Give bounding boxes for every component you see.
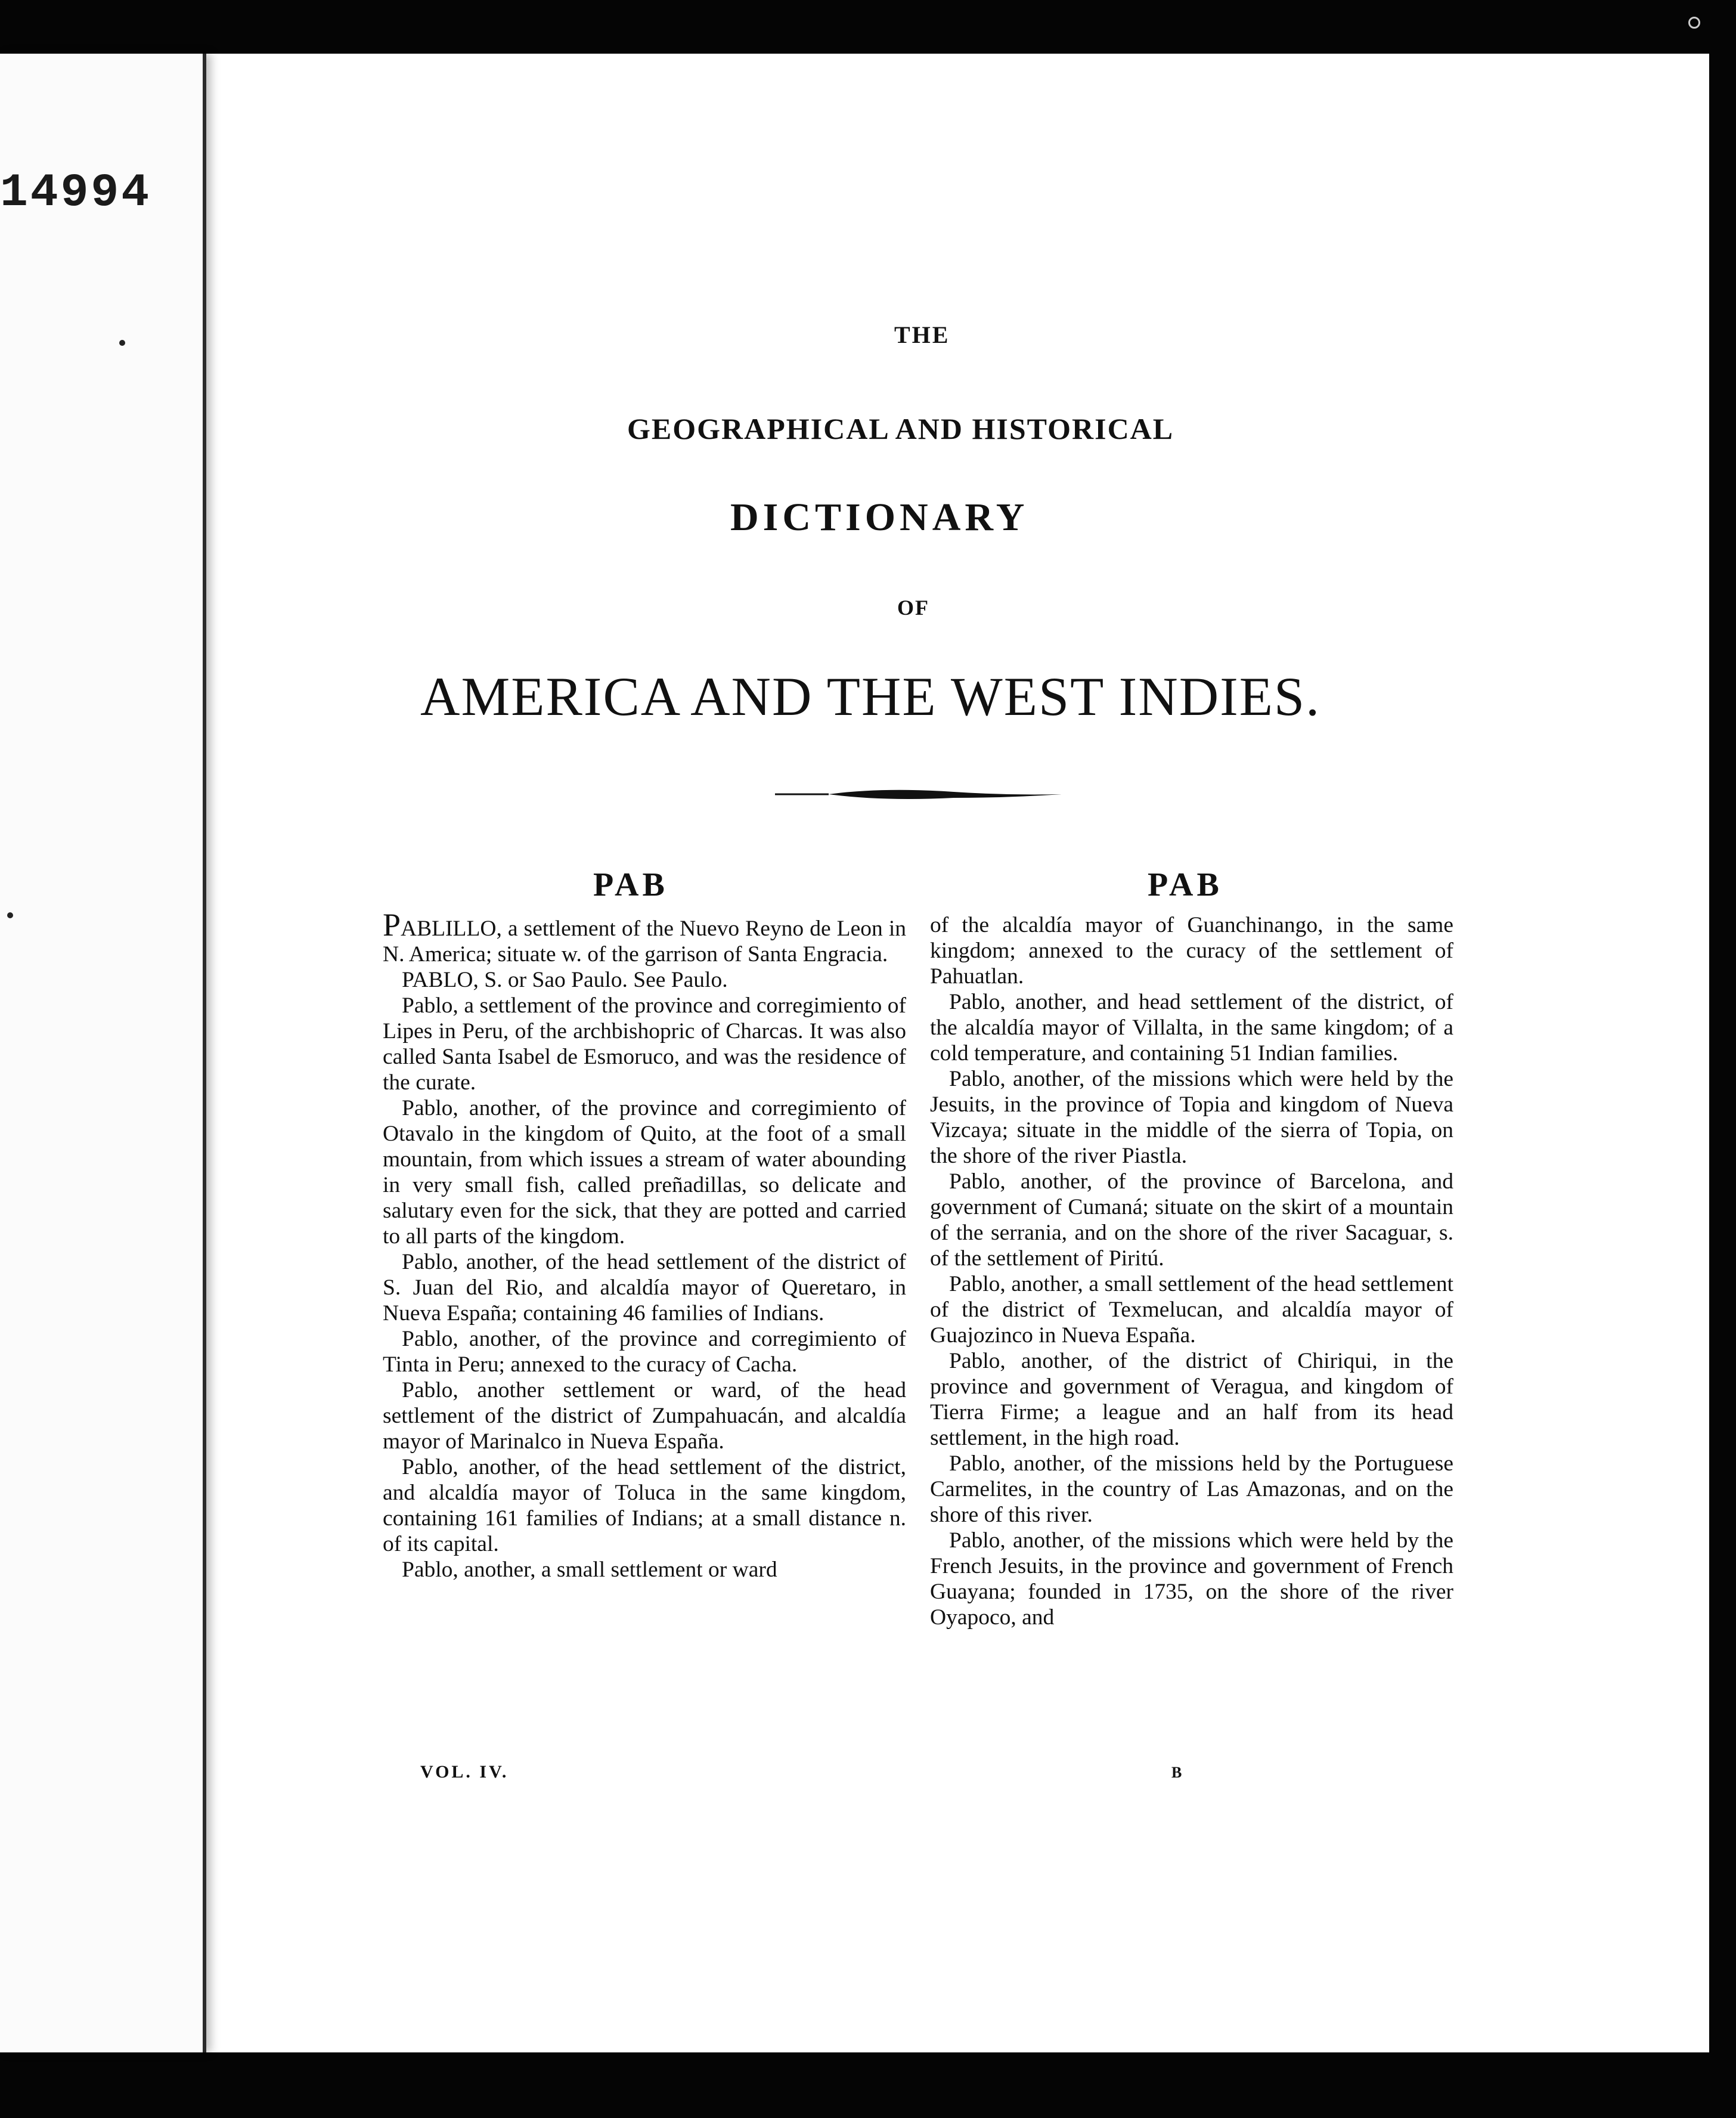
adjacent-page-edge	[0, 54, 206, 2052]
entry-paragraph: Pablo, another, of the missions held by the Portuguese Carmelites, in the country of Las Amazonas, and on the shore of this river.	[930, 1451, 1453, 1527]
entry-paragraph: Pablo, another, a small settlement or ward	[402, 1557, 777, 1582]
title-of: OF	[897, 596, 929, 620]
entry-paragraph: Pablo, another, of the head settlement of the district of S. Juan del Rio, and alcaldía mayor of Queretaro, in Nueva España; containing 46 families of Indians.	[383, 1250, 906, 1326]
title-america-west-indies: AMERICA AND THE WEST INDIES.	[420, 666, 1321, 727]
entry-paragraph: Pablo, another, of the missions which were held by the Jesuits, in the province of Topia and kingdom of Nueva Vizcaya; situate in the middle of the sierra of Topia, on the shore of the river Piastla.	[930, 1067, 1453, 1168]
title-geographical: GEOGRAPHICAL AND HISTORICAL	[627, 412, 1174, 445]
entry-paragraph: Pablo, another settlement or ward, of the head settlement of the district of Zumpahuacán, and alcaldía mayor of Marinalco in Nueva España.	[383, 1378, 906, 1454]
entry-text: , a settlement of the Nuevo Reyno de Leon in N. America; situate w. of the garrison of Santa Engracia.	[383, 916, 906, 967]
footer-volume: VOL. IV.	[420, 1762, 509, 1782]
text-column-right	[930, 912, 1453, 1630]
title-the: THE	[894, 321, 950, 348]
entry-paragraph: Pablo, a settlement of the province and corregimiento of Lipes in Peru, of the archbishopric of Charcas. It was also called Santa Isabel de Esmoruco, and was the residence of the curate.	[383, 993, 906, 1095]
entry-paragraph: Pablo, another, of the district of Chiriqui, in the province and government of Veragua, and kingdom of Tierra Firme; a league and an half from its head settlement, in the high road.	[930, 1349, 1453, 1450]
drop-cap: P	[383, 907, 401, 943]
entry-paragraph: Pablo, another, of the province and corregimiento of Otavalo in the kingdom of Quito, at the foot of a small mountain, from which issues a stream of water abounding in very small fish, called preñadillas, so delicate and salutary even for the sick, that they are potted and carried to all parts of the kingdom.	[383, 1096, 906, 1249]
entry-paragraph: Pablo, another, of the head settlement of the district, and alcaldía mayor of Toluca in the same kingdom, containing 161 families of Indians; at a small distance n. of its capital.	[383, 1455, 906, 1556]
ink-speck	[7, 912, 13, 918]
corner-mark	[1688, 17, 1700, 29]
ink-speck	[119, 340, 125, 346]
title-dictionary: DICTIONARY	[730, 496, 1029, 539]
entry-paragraph: Pablo, another, of the province and corregimiento of Tinta in Peru; annexed to the curacy of Cacha.	[383, 1327, 906, 1377]
entry-paragraph: Pablo, another, of the missions which were held by the French Jesuits, in the province and government of French Guayana; founded in 1735, on the shore of the river Oyapoco, and	[930, 1528, 1453, 1630]
footer-signature-mark: B	[1171, 1764, 1182, 1781]
scan-border-bottom	[0, 2052, 1736, 2118]
title-rule-ornament	[775, 786, 1061, 803]
scan-border-top	[0, 0, 1736, 54]
catalog-stamp-number: 14994	[0, 167, 152, 219]
entry-headword: ABLILLO	[401, 916, 497, 941]
entry-pablillo	[383, 907, 906, 967]
scan-border-right	[1709, 0, 1736, 2118]
entry-paragraph: Pablo, another, a small settlement of the head settlement of the district of Texmelucan, and alcaldía mayor of Guajozinco in Nueva España.	[930, 1272, 1453, 1348]
running-head-right: PAB	[1148, 866, 1223, 903]
entry-paragraph: of the alcaldía mayor of Guanchinango, in the same kingdom; annexed to the curacy of the settlement of Pahuatlan.	[930, 913, 1453, 989]
entry-paragraph: PABLO, S. or Sao Paulo. See Paulo.	[402, 968, 728, 992]
text-column-left	[383, 907, 906, 1583]
entry-paragraph: Pablo, another, and head settlement of the district, of the alcaldía mayor of Villalta, in the same kingdom; of a cold temperature, and containing 51 Indian families.	[930, 990, 1453, 1066]
entry-paragraph: Pablo, another, of the province of Barcelona, and government of Cumaná; situate on the skirt of a mountain of the serrania, and on the shore of the river Sacaguar, s. of the settlement of Piritú.	[930, 1169, 1453, 1271]
running-head-left: PAB	[593, 866, 668, 903]
